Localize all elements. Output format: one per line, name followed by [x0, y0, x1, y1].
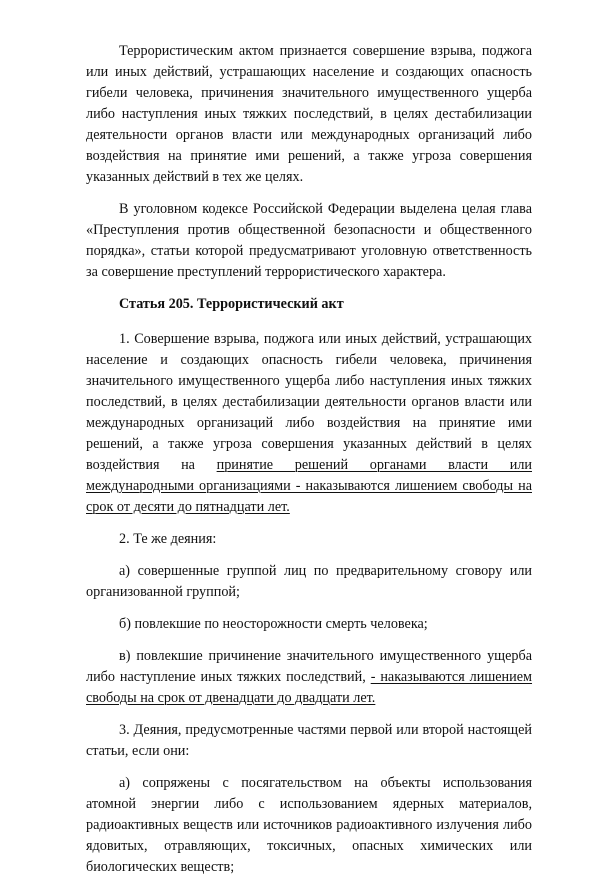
paragraph-part-3-a: а) сопряжены с посягательством на объекты использования атомной энергии либо с использованием ядерных материалов, радиоактивных веществ или источников радиоактивного излучения либо ядовитых, отравляющих, токсичных, опасных химических или биологических веществ;	[86, 775, 532, 875]
paragraph-part-2-b: б) повлекшие по неосторожности смерть человека;	[119, 616, 428, 632]
part-2-penalty: - наказываются лишением свободы на срок от двенадцати до двадцати лет.	[86, 669, 533, 706]
paragraph-criminal-code: В уголовном кодексе Российской Федерации выделена целая глава «Преступления против общественной безопасности и общественного порядка», статьи которой предусматривают уголовную ответственность за совершение преступлений террористического характера.	[86, 201, 532, 280]
article-heading: Статья 205. Террористический акт	[119, 296, 344, 312]
paragraph-part-1	[86, 329, 532, 518]
paragraph-definition: Террористическим актом признается совершение взрыва, поджога или иных действий, устрашающих население и создающих опасность гибели человека, причинения значительного имущественного ущерба либо наступления иных тяжких последствий, в целях дестабилизации деятельности органов власти или международных организаций либо воздействия на принятие ими решений, а также угроза совершения указанных действий в тех же целях.	[86, 43, 532, 185]
paragraph-part-3: 3. Деяния, предусмотренные частями первой или второй настоящей статьи, если они:	[86, 722, 532, 759]
document-page	[86, 41, 532, 889]
part-1-text: 1. Совершение взрыва, поджога или иных действий, устрашающих население и создающих опасность гибели человека, причинения значительного имущественного ущерба либо наступления иных тяжких последствий, в целях дестабилизации деятельности органов власти или международных организаций либо воздействия на принятие ими решений, а также угроза совершения указанных действий в целях воздействия на	[86, 331, 532, 473]
paragraph-part-2-a: а) совершенные группой лиц по предварительному сговору или организованной группой;	[86, 563, 532, 600]
paragraph-part-2-c	[86, 646, 532, 709]
paragraph-part-2: 2. Те же деяния:	[119, 531, 217, 547]
part-1-penalty: принятие решений органами власти или международными организациями - наказываются лишением свободы на срок от десяти до пятнадцати лет.	[86, 457, 532, 515]
part-2-c-text: в) повлекшие причинение значительного имущественного ущерба либо наступление иных тяжких последствий,	[86, 648, 532, 685]
